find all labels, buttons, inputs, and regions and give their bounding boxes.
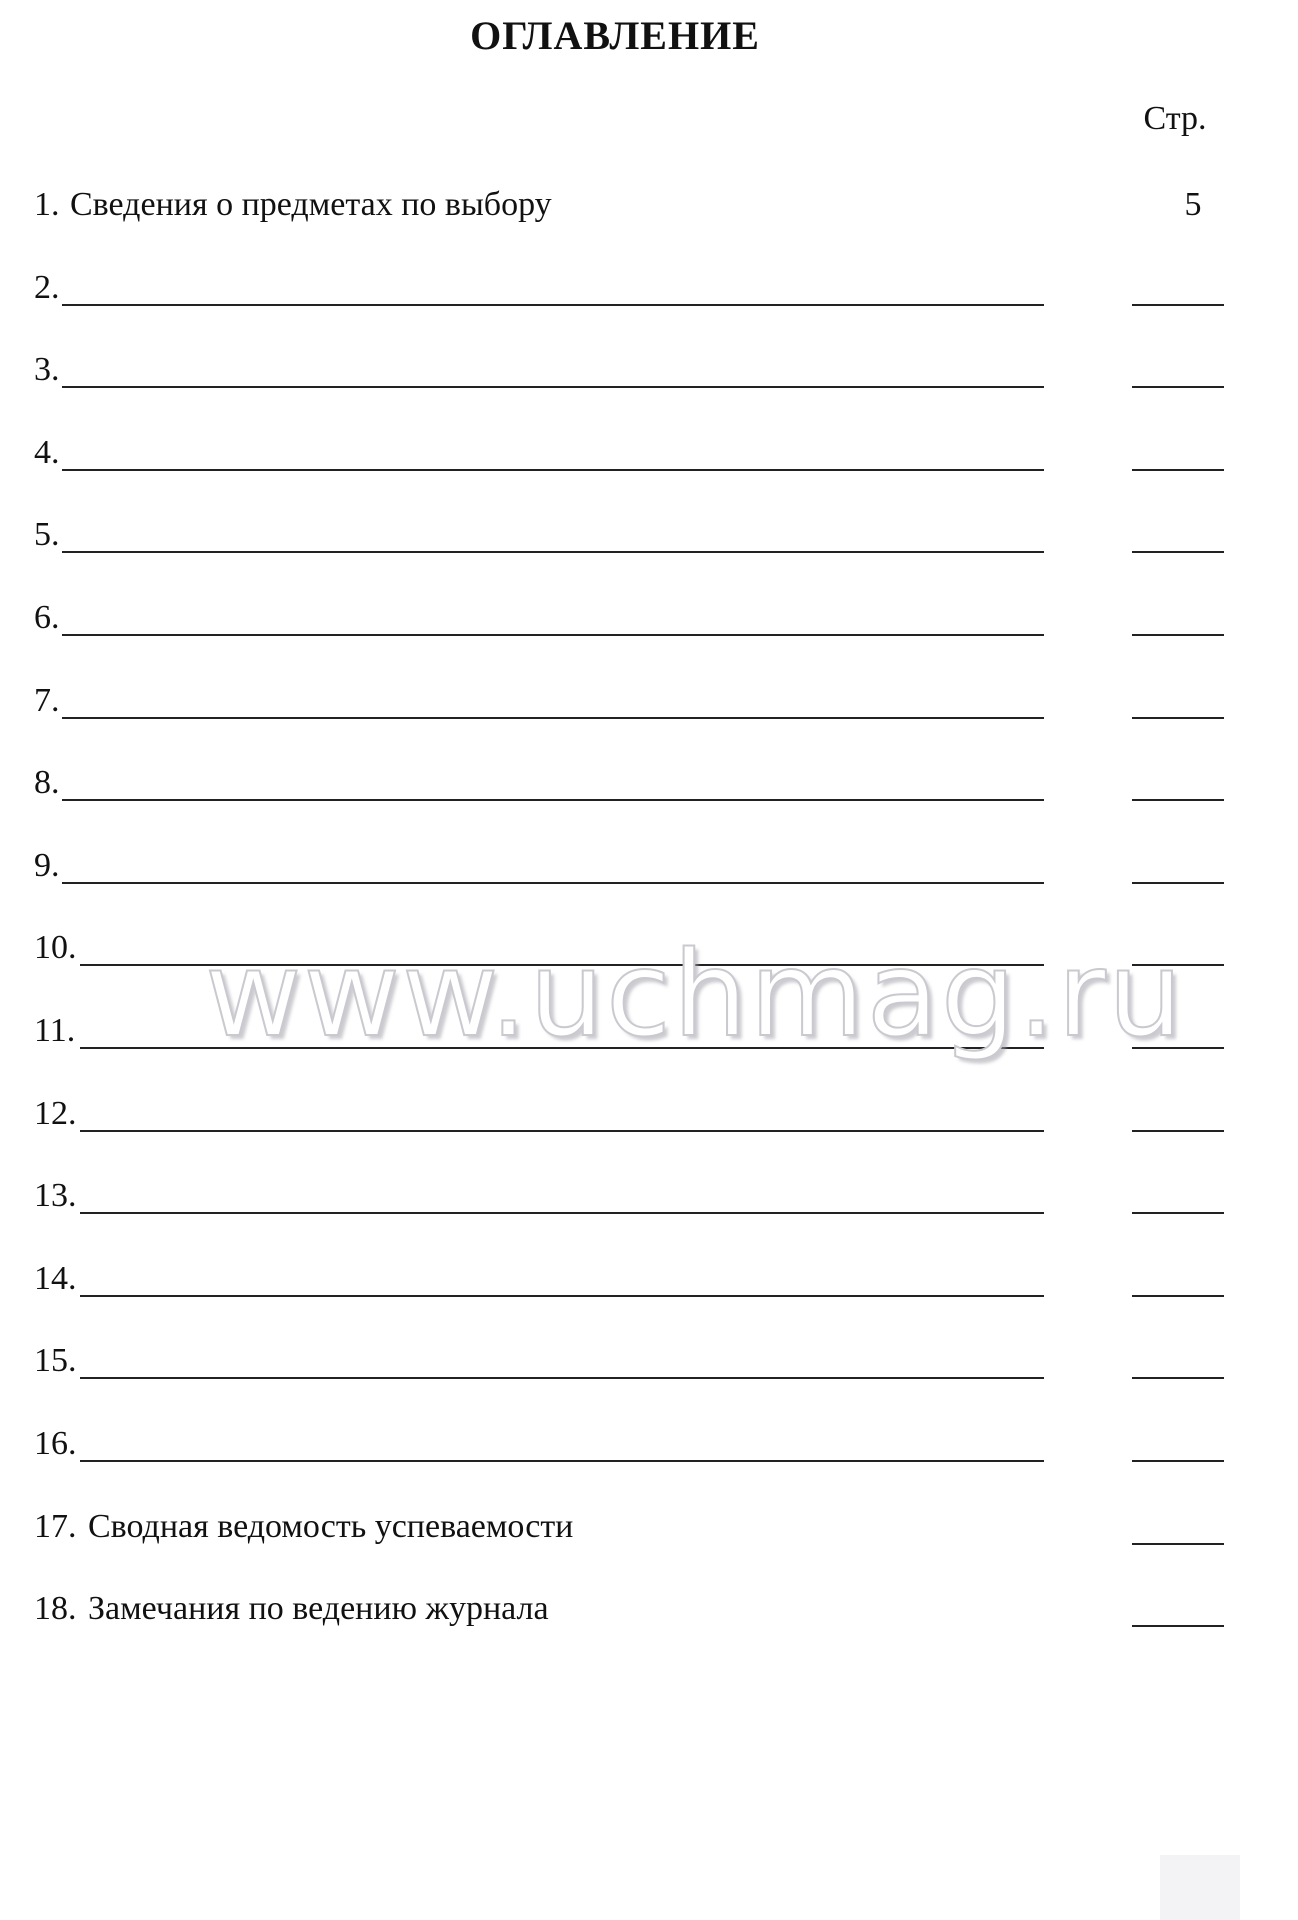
toc-page-blank-line[interactable] <box>1132 1625 1224 1627</box>
toc-row <box>0 185 1298 245</box>
toc-row <box>0 928 1298 988</box>
toc-title-blank-line[interactable] <box>62 634 1044 636</box>
toc-title-blank-line[interactable] <box>62 304 1044 306</box>
toc-number: 4. <box>34 434 60 471</box>
toc-page-blank-line[interactable] <box>1132 1047 1224 1049</box>
toc-number: 10. <box>34 929 77 966</box>
toc-number: 18. <box>34 1590 77 1627</box>
toc-number: 9. <box>34 847 60 884</box>
toc-number: 14. <box>34 1260 77 1297</box>
toc-title-blank-line[interactable] <box>62 717 1044 719</box>
toc-title-blank-line[interactable] <box>80 1377 1044 1379</box>
toc-title-blank-line[interactable] <box>62 799 1044 801</box>
toc-number: 5. <box>34 516 60 553</box>
toc-page-blank-line[interactable] <box>1132 304 1224 306</box>
toc-page-blank-line[interactable] <box>1132 717 1224 719</box>
watermark: www.uchmag.ru <box>205 925 1185 1063</box>
toc-number: 13. <box>34 1177 77 1214</box>
toc-page-blank-line[interactable] <box>1132 1460 1224 1462</box>
toc-title-blank-line[interactable] <box>80 1047 1044 1049</box>
toc-page-blank-line[interactable] <box>1132 551 1224 553</box>
toc-page-blank-line[interactable] <box>1132 1543 1224 1545</box>
toc-row <box>0 1259 1298 1319</box>
toc-title: Сведения о предметах по выбору <box>70 186 552 223</box>
toc-number: 2. <box>34 269 60 306</box>
toc-row <box>0 681 1298 741</box>
toc-row <box>0 1424 1298 1484</box>
toc-row <box>0 598 1298 658</box>
toc-title-blank-line[interactable] <box>80 1295 1044 1297</box>
toc-page-blank-line[interactable] <box>1132 634 1224 636</box>
toc-page-blank-line[interactable] <box>1132 1130 1224 1132</box>
toc-title-blank-line[interactable] <box>62 469 1044 471</box>
toc-title-blank-line[interactable] <box>80 1212 1044 1214</box>
toc-title-blank-line[interactable] <box>80 1460 1044 1462</box>
toc-number: 1. <box>34 186 60 223</box>
toc-number: 7. <box>34 682 60 719</box>
toc-title-blank-line[interactable] <box>80 1130 1044 1132</box>
toc-number: 15. <box>34 1342 77 1379</box>
toc-page-blank-line[interactable] <box>1132 1377 1224 1379</box>
toc-page-blank-line[interactable] <box>1132 1212 1224 1214</box>
toc-row <box>0 350 1298 410</box>
toc-page-blank-line[interactable] <box>1132 882 1224 884</box>
toc-row <box>0 1589 1298 1649</box>
toc-number: 12. <box>34 1095 77 1132</box>
toc-title-blank-line[interactable] <box>80 964 1044 966</box>
toc-title-blank-line[interactable] <box>62 882 1044 884</box>
toc-number: 3. <box>34 351 60 388</box>
toc-number: 6. <box>34 599 60 636</box>
toc-title: Замечания по ведению журнала <box>88 1590 549 1627</box>
toc-row <box>0 1176 1298 1236</box>
page-title: ОГЛАВЛЕНИЕ <box>470 13 760 58</box>
toc-page-blank-line[interactable] <box>1132 469 1224 471</box>
toc-row <box>0 763 1298 823</box>
toc-row <box>0 1011 1298 1071</box>
toc-row <box>0 846 1298 906</box>
toc-number: 11. <box>34 1012 76 1049</box>
toc-page-number: 5 <box>1184 186 1202 223</box>
toc-title: Сводная ведомость успеваемости <box>88 1508 574 1545</box>
toc-row <box>0 1507 1298 1567</box>
toc-page-blank-line[interactable] <box>1132 386 1224 388</box>
toc-title-blank-line[interactable] <box>62 386 1044 388</box>
page-column-label: Стр. <box>1143 100 1207 137</box>
toc-title-blank-line[interactable] <box>62 551 1044 553</box>
toc-page-blank-line[interactable] <box>1132 1295 1224 1297</box>
toc-row <box>0 1341 1298 1401</box>
toc-row <box>0 1094 1298 1154</box>
toc-page-blank-line[interactable] <box>1132 799 1224 801</box>
toc-page-blank-line[interactable] <box>1132 964 1224 966</box>
toc-number: 16. <box>34 1425 77 1462</box>
toc-row <box>0 268 1298 328</box>
toc-row <box>0 433 1298 493</box>
toc-number: 8. <box>34 764 60 801</box>
toc-number: 17. <box>34 1508 77 1545</box>
corner-mark <box>1160 1855 1240 1920</box>
toc-row <box>0 515 1298 575</box>
